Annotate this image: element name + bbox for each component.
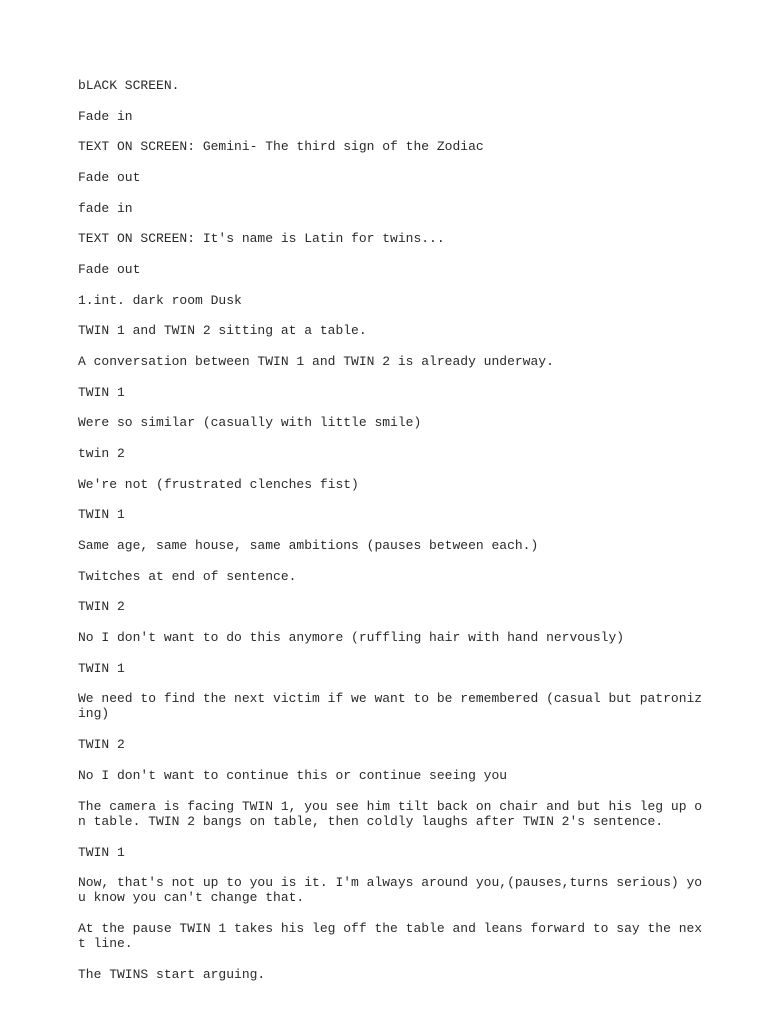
dialogue: We're not (frustrated clenches fist) <box>78 477 359 492</box>
scene-heading: 1.int. dark room Dusk <box>78 293 242 308</box>
dialogue: We need to find the next victim if we want to be remembered (casual but patroniz ing) <box>78 691 703 721</box>
character-name: TWIN 1 <box>78 385 125 400</box>
script-line: The camera is facing TWIN 1, you see him tilt back on chair and but his leg up o n table. TWIN 2 bangs on table, then coldly laughs after TWIN 2's sentence. <box>78 799 703 829</box>
dialogue: Were so similar (casually with little smile) <box>78 415 422 430</box>
script-line: At the pause TWIN 1 takes his leg off the table and leans forward to say the nex t line. <box>78 921 703 951</box>
character-name: TWIN 1 <box>78 845 125 860</box>
dialogue: Same age, same house, same ambitions (pauses between each.) <box>78 538 539 553</box>
script-line: fade in <box>78 201 133 216</box>
script-line: The TWINS start arguing. <box>78 967 266 982</box>
character-name: TWIN 2 <box>78 737 125 752</box>
character-name: TWIN 2 <box>78 599 125 614</box>
script-line: A conversation between TWIN 1 and TWIN 2 is already underway. <box>78 354 554 369</box>
script-line: Fade out <box>78 170 141 185</box>
dialogue: Now, that's not up to you is it. I'm always around you,(pauses,turns serious) yo u know you can't change that. <box>78 875 703 905</box>
character-name: TWIN 1 <box>78 507 125 522</box>
script-line: TEXT ON SCREEN: It's name is Latin for twins... <box>78 231 445 246</box>
script-line: TWIN 1 and TWIN 2 sitting at a table. <box>78 323 367 338</box>
character-name: twin 2 <box>78 446 125 461</box>
script-line: Fade in <box>78 109 133 124</box>
script-line: bLACK SCREEN. <box>78 78 180 93</box>
script-line: Twitches at end of sentence. <box>78 569 297 584</box>
dialogue: No I don't want to do this anymore (ruffling hair with hand nervously) <box>78 630 625 645</box>
script-line: TEXT ON SCREEN: Gemini- The third sign of the Zodiac <box>78 139 484 154</box>
character-name: TWIN 1 <box>78 661 125 676</box>
script-line: Fade out <box>78 262 141 277</box>
dialogue: No I don't want to continue this or continue seeing you <box>78 768 508 783</box>
